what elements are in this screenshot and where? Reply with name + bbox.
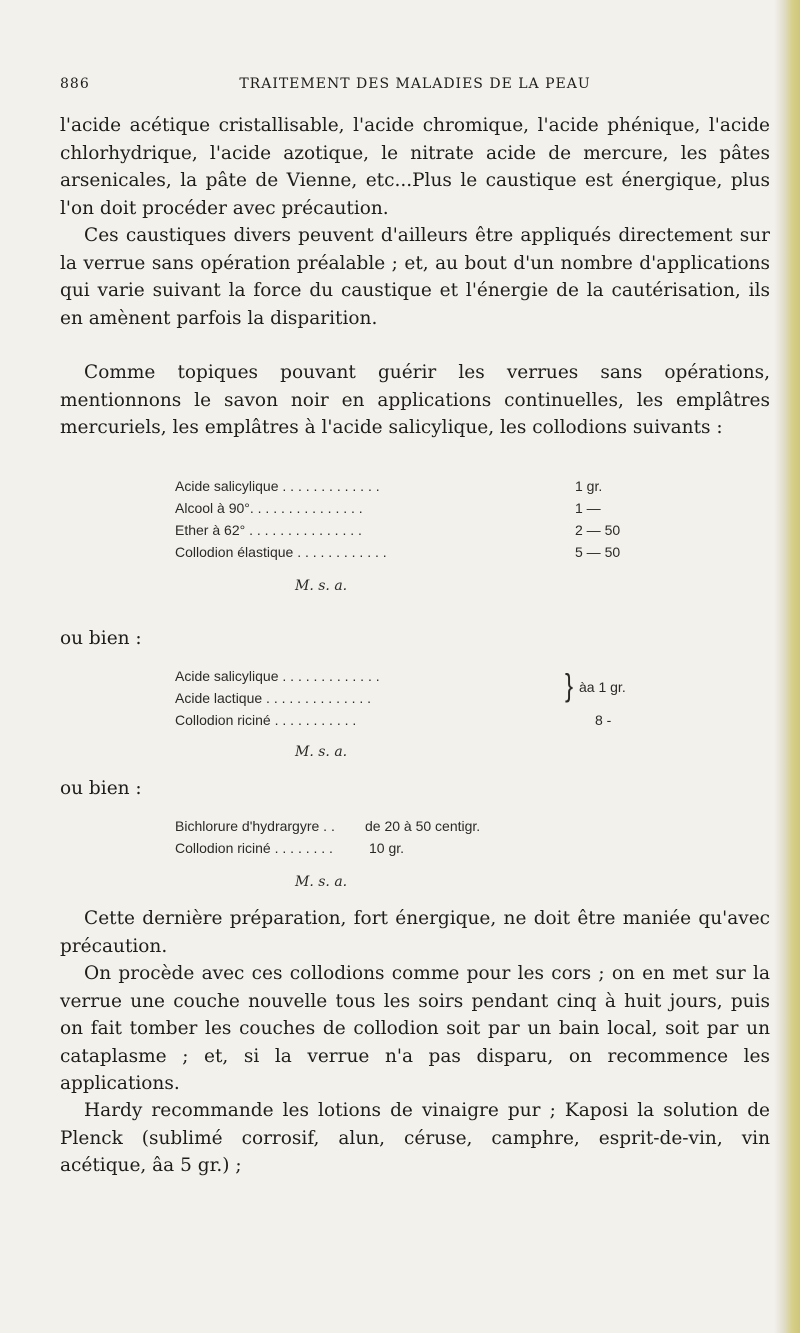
ingredient-qty: 8 - — [595, 712, 612, 728]
recipe-row — [175, 544, 621, 564]
ingredient-name: Ether à 62° . . . . . . . . . . . . . . . — [175, 522, 362, 538]
aa-quantity: àa 1 gr. — [579, 679, 626, 695]
brace: } — [565, 668, 574, 704]
paragraph-3: Comme topiques pouvant guérir les verrues sans opérations, mentionnons le savon noir en applications continuelles, les emplâtres mercuriels, les emplâtres à l'acide salicylique, les collodions suivants : — [60, 362, 770, 438]
ou-bien-1: ou bien : — [60, 628, 142, 649]
recipe-ms: M. s. a. — [295, 578, 348, 594]
paragraph-1: l'acide acétique cristallisable, l'acide chromique, l'acide phénique, l'acide chlorhydrique, l'acide azotique, le nitrate acide de mercure, les pâtes arsenicales, la pâte de Vienne, etc...Plus le caustique est énergique, plus l'on doit procéder avec précaution. — [60, 115, 770, 219]
ingredient-name: Collodion riciné . . . . . . . . — [175, 840, 333, 856]
ingredient-qty: 5 — 50 — [575, 544, 621, 560]
recipe-row — [175, 500, 601, 520]
ou-bien-2: ou bien : — [60, 778, 142, 799]
recipe-row — [175, 668, 380, 688]
ingredient-name: Acide lactique . . . . . . . . . . . . . . — [175, 690, 372, 706]
paragraph-4: Cette dernière préparation, fort énergique, ne doit être maniée qu'avec précaution. — [60, 908, 770, 957]
paragraph-2: Ces caustiques divers peuvent d'ailleurs être appliqués directement sur la verrue sans opération préalable ; et, au bout d'un nombre d'applications qui varie suivant la force du caustique et l'énergie de la cautérisation, ils en amènent parfois la disparition. — [60, 225, 770, 329]
recipe-2 — [175, 668, 675, 768]
recipe-row — [175, 690, 371, 710]
recipe-3 — [175, 818, 675, 898]
page-number: 886 — [60, 76, 90, 92]
ingredient-qty: 1 — — [575, 500, 601, 516]
ingredient-name: Alcool à 90°. . . . . . . . . . . . . . . — [175, 500, 363, 516]
ingredient-qty: 2 — 50 — [575, 522, 621, 538]
ingredient-name: Bichlorure d'hydrargyre . . — [175, 818, 335, 834]
recipe-row — [175, 818, 481, 838]
ingredient-name: Acide salicylique . . . . . . . . . . . . . — [175, 478, 380, 494]
ingredient-name: Collodion riciné . . . . . . . . . . . — [175, 712, 357, 728]
recipe-row — [175, 712, 612, 732]
ingredient-qty: 1 gr. — [575, 478, 603, 494]
recipe-1 — [175, 478, 675, 618]
recipe-row — [175, 522, 621, 542]
recipe-ms: M. s. a. — [295, 744, 348, 760]
recipe-row — [175, 478, 603, 498]
page-edge — [774, 0, 800, 1333]
recipe-row — [175, 840, 405, 860]
ingredient-name: Acide salicylique . . . . . . . . . . . . . — [175, 668, 380, 684]
ingredient-qty: 10 gr. — [369, 840, 405, 856]
ingredient-name: Collodion élastique . . . . . . . . . . . . — [175, 544, 387, 560]
running-header — [60, 76, 770, 98]
paragraph-5: On procède avec ces collodions comme pour les cors ; on en met sur la verrue une couche nouvelle tous les soirs pendant cinq à huit jours, puis on fait tomber les couches de collodion soit par un bain local, soit par un cataplasme ; et, si la verrue n'a pas disparu, on recommence les applications. — [60, 963, 770, 1094]
running-title: TRAITEMENT DES MALADIES DE LA PEAU — [239, 76, 591, 92]
paragraph-6: Hardy recommande les lotions de vinaigre pur ; Kaposi la solution de Plenck (sublimé corrosif, alun, céruse, camphre, esprit-de-vin, vin acétique, âa 5 gr.) ; — [60, 1100, 770, 1176]
recipe-ms: M. s. a. — [295, 874, 348, 890]
ingredient-qty: de 20 à 50 centigr. — [365, 818, 481, 834]
